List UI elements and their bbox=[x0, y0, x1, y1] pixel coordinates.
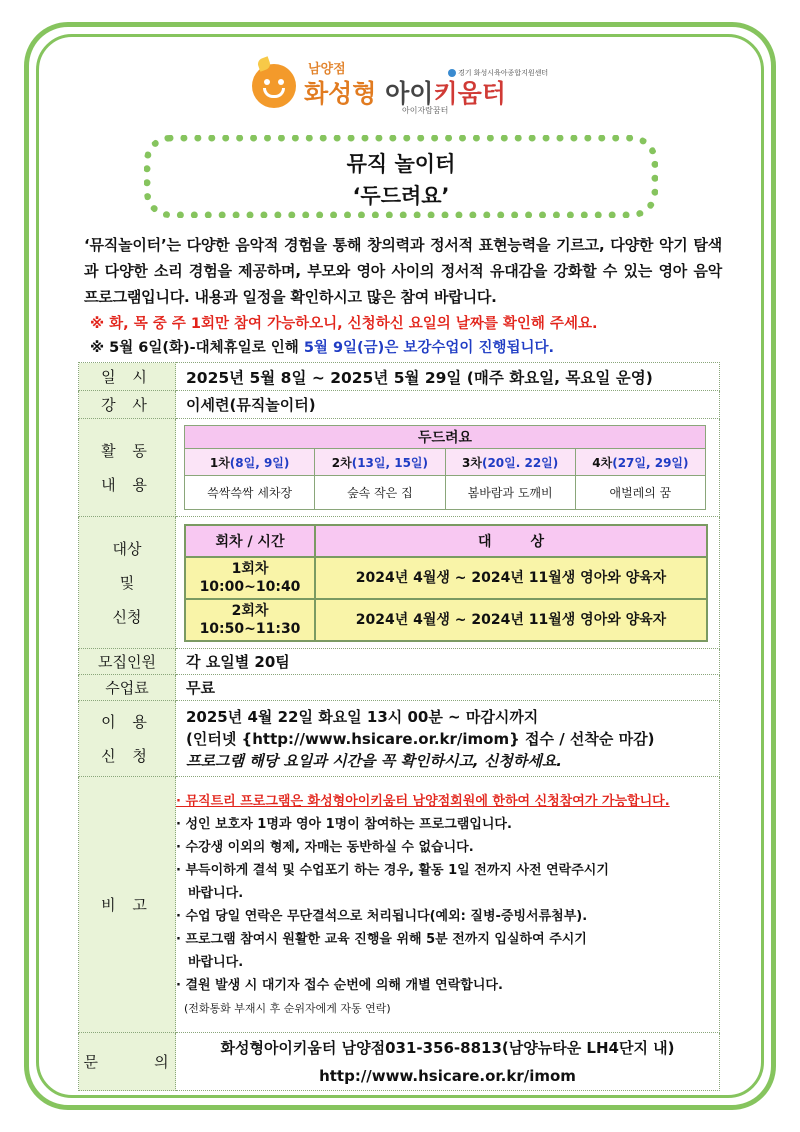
logo-title: 화성형 아이키움터 bbox=[304, 79, 506, 108]
teacher-value: 이세련(뮤직놀이터) bbox=[176, 391, 720, 419]
contact-cell bbox=[176, 1033, 720, 1091]
smiley-face-icon bbox=[252, 64, 296, 108]
apply-method: (인터넷 {http://www.hsicare.or.kr/imom} 접수 / 선착순 마감) bbox=[186, 729, 655, 748]
notes-item: · 결원 발생 시 대기자 접수 순번에 의해 개별 연락합니다. bbox=[176, 977, 503, 993]
title-box bbox=[144, 135, 658, 218]
round-3: 3차(20일. 22일) bbox=[445, 449, 575, 476]
notes-highlight: · 뮤직트리 프로그램은 화성형아이키움터 남양점회원에 한하여 신청참여가 가능합니다. bbox=[176, 793, 670, 809]
logo-org: 경기 화성시육아종합지원센터 bbox=[448, 68, 548, 78]
note-makeup: ※ 5월 6일(화)-대체휴일로 인해 5월 9일(금)은 보강수업이 진행됩니다. bbox=[90, 340, 554, 356]
round-2: 2차(13일, 15일) bbox=[315, 449, 445, 476]
apply-reminder: 프로그램 해당 요일과 시간을 꼭 확인하시고, 신청하세요. bbox=[186, 751, 563, 770]
info-table bbox=[78, 362, 720, 1091]
round-4-content: 애벌레의 꿈 bbox=[575, 476, 705, 510]
round-2-content: 숲속 작은 집 bbox=[315, 476, 445, 510]
target-cell bbox=[176, 517, 720, 649]
round-4: 4차(27일, 29일) bbox=[575, 449, 705, 476]
session-col-round: 회차 / 시간 bbox=[185, 525, 315, 557]
notes-item: · 부득이하게 결석 및 수업포기 하는 경우, 활동 1일 전까지 사전 연락주시기 bbox=[176, 862, 609, 878]
notes-item: 바랍니다. bbox=[188, 954, 244, 970]
apply-period: 2025년 4월 22일 화요일 13시 00분 ~ 마감시까지 bbox=[186, 707, 539, 726]
notes-item: 바랍니다. bbox=[188, 885, 244, 901]
teacher-label: 강 사 bbox=[79, 391, 176, 419]
logo-branch: 남양점 bbox=[308, 62, 346, 77]
session-table bbox=[184, 524, 708, 642]
session-1-target: 2024년 4월생 ~ 2024년 11월생 영아와 양육자 bbox=[315, 557, 707, 599]
note-schedule: ※ 화, 목 중 주 1회만 참여 가능하오니, 신청하신 요일의 날짜를 확인해 주세요. bbox=[90, 316, 598, 332]
date-label: 일 시 bbox=[79, 363, 176, 391]
notes-cell bbox=[176, 777, 720, 1033]
round-1: 1차(8일, 9일) bbox=[185, 449, 315, 476]
fee-value: 무료 bbox=[176, 675, 720, 701]
notes-item: · 성인 보호자 1명과 영아 1명이 참여하는 프로그램입니다. bbox=[176, 816, 512, 832]
round-1-content: 쓱싹쓱싹 세차장 bbox=[185, 476, 315, 510]
session-1-time: 1회차 10:00~10:40 bbox=[185, 557, 315, 599]
session-2-target: 2024년 4월생 ~ 2024년 11월생 영아와 양육자 bbox=[315, 599, 707, 641]
round-3-content: 봄바람과 도깨비 bbox=[445, 476, 575, 510]
notes-small: (전화통화 부재시 후 순위자에게 자동 연락) bbox=[184, 1001, 391, 1015]
notes-item: · 수업 당일 연락은 무단결석으로 처리됩니다(예외: 질병-증빙서류첨부). bbox=[176, 908, 588, 924]
apply-label: 이 용 신 청 bbox=[79, 701, 176, 777]
page-subtitle: ‘두드려요’ bbox=[352, 184, 450, 208]
target-label: 대상 및 신청 bbox=[79, 517, 176, 649]
session-2-time: 2회차 10:50~11:30 bbox=[185, 599, 315, 641]
activity-label: 활 동 내 용 bbox=[79, 419, 176, 517]
notes-label: 비 고 bbox=[79, 777, 176, 1033]
activity-header: 두드려요 bbox=[185, 426, 706, 449]
session-col-target: 대 상 bbox=[315, 525, 707, 557]
notes-item: · 프로그램 참여시 원활한 교육 진행을 위해 5분 전까지 입실하여 주시기 bbox=[176, 931, 587, 947]
apply-value bbox=[176, 701, 720, 777]
page-title: 뮤직 놀이터 bbox=[346, 152, 456, 176]
recruit-label: 모집인원 bbox=[79, 649, 176, 675]
intro-text: ‘뮤직놀이터’는 다양한 음악적 경험을 통해 창의력과 정서적 표현능력을 기르고, 다양한 악기 탐색과 다양한 소리 경험을 제공하며, 부모와 영아 사이의 정서적 유대감을 강화할 수 있는 영아 음악 프로그램입니다. 내용과 일정을 확인하시고 많은 참여 바랍니다. bbox=[84, 236, 722, 306]
notes-item: · 수강생 이외의 형제, 자매는 동반하실 수 없습니다. bbox=[176, 839, 474, 855]
fee-label: 수업료 bbox=[79, 675, 176, 701]
activity-cell bbox=[176, 419, 720, 517]
contact-phone: 화성형아이키움터 남양점031-356-8813(남양뉴타운 LH4단지 내) bbox=[220, 1038, 675, 1057]
logo-subtitle: 아이자람꿈터 bbox=[402, 106, 449, 115]
activity-table bbox=[184, 425, 706, 510]
contact-label: 문 의 bbox=[79, 1033, 176, 1091]
org-mark-icon bbox=[448, 69, 456, 77]
date-value: 2025년 5월 8일 ~ 2025년 5월 29일 (매주 화요일, 목요일 운영) bbox=[176, 363, 720, 391]
contact-url[interactable]: http://www.hsicare.or.kr/imom bbox=[319, 1066, 576, 1085]
logo bbox=[252, 58, 552, 118]
recruit-value: 각 요일별 20팀 bbox=[176, 649, 720, 675]
